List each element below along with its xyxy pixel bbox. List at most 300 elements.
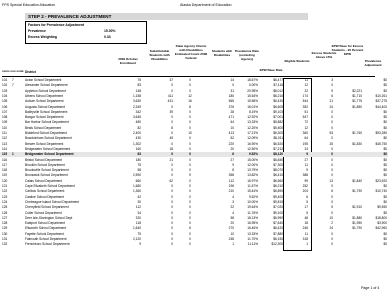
cell-f: 0	[189, 141, 191, 146]
cell-d: 342	[135, 109, 141, 114]
cell-g: 0	[232, 83, 234, 88]
cell-l: $1,950	[352, 221, 362, 226]
cell-m: $0	[383, 168, 387, 173]
cell-g: 4	[232, 210, 234, 215]
cell-c: Appleton School Department	[25, 88, 66, 93]
cell-h: 19.64%	[247, 205, 258, 210]
cell-j: 544	[302, 99, 308, 104]
cell-m: $10,261	[375, 93, 387, 98]
cell-c: Eastport School Department	[25, 221, 66, 226]
cell-a: 102	[2, 83, 8, 88]
cell-e: 0	[171, 237, 173, 241]
cell-d: 2,349	[133, 104, 141, 109]
cell-g: 1	[232, 242, 234, 247]
cell-e: 62	[169, 178, 173, 183]
cell-m: $42,960	[375, 226, 387, 231]
cell-g: 14	[230, 78, 234, 82]
cell-e: 411	[167, 93, 173, 98]
cell-f: 0	[189, 237, 191, 241]
cell-m: $0	[383, 157, 387, 162]
cell-c: Frenchboro School Department	[25, 242, 70, 247]
cell-i: $7,001	[273, 115, 283, 120]
cell-d: 320	[135, 215, 141, 220]
cell-f: 12	[188, 93, 192, 98]
cell-d: 430	[135, 136, 141, 141]
cell-c: Bridgewater School Department	[25, 146, 71, 151]
cell-m: $44,400	[375, 104, 387, 109]
cell-h: 11.70%	[247, 237, 258, 241]
cell-c: Beals School Department	[25, 125, 62, 130]
cell-e: 21	[169, 157, 173, 162]
cell-h: 12.92%	[247, 115, 258, 120]
cell-d: 9	[139, 242, 141, 247]
cell-h: 17.21%	[247, 131, 258, 135]
cell-i: $7,300	[273, 162, 283, 167]
cell-g: 565	[228, 99, 234, 104]
cell-d: 1,302	[133, 141, 141, 146]
cell-a: 124	[2, 199, 8, 204]
cell-f: 8	[189, 104, 191, 109]
cell-i: $6,420	[273, 226, 283, 231]
cell-e: 45	[169, 136, 173, 141]
cell-e: 0	[171, 131, 173, 135]
cell-c: Calais School Department	[25, 178, 63, 183]
cell-j: 11	[304, 78, 308, 82]
cell-a: 131	[2, 237, 8, 241]
factors-title: Factors for Prevalence Adjustment	[28, 23, 85, 27]
cell-f: 0	[189, 152, 191, 157]
cell-d: 1,680	[133, 184, 141, 188]
cell-e: 0	[171, 205, 173, 210]
cell-f: 0	[189, 189, 191, 194]
cell-f: 0	[189, 120, 191, 125]
cell-a: 125	[2, 205, 8, 210]
cell-g: 4	[232, 194, 234, 199]
cell-c: Cutler School Department	[25, 210, 62, 215]
cell-d: 118	[135, 221, 141, 226]
cell-a: 123	[2, 194, 8, 199]
cell-l: $1,840	[352, 178, 362, 183]
cell-k: 24	[329, 104, 333, 109]
cell-i: $6,840	[273, 157, 283, 162]
cell-k: 0	[331, 194, 333, 199]
cell-l: $2,221	[352, 88, 362, 93]
cell-f: 0	[189, 205, 191, 210]
cell-e: 0	[171, 242, 173, 247]
cell-f: 0	[189, 210, 191, 215]
cell-k: 0	[331, 109, 333, 114]
cell-k: 9	[331, 88, 333, 93]
cell-m: $0	[383, 136, 387, 141]
cell-a: 111	[2, 131, 7, 135]
cell-c: Brunswick School Department	[25, 173, 68, 178]
cell-d: 1,640	[133, 226, 141, 231]
col-header-excess-students: Excess Students Above 15%	[311, 51, 337, 59]
cell-a: 120	[2, 178, 8, 183]
cell-h: 18.13%	[247, 215, 258, 220]
cell-i: $9,400	[273, 194, 283, 199]
cell-h: 12.50%	[247, 146, 258, 151]
cell-m: $0	[383, 184, 387, 188]
cell-m: $0	[383, 125, 387, 130]
cell-a: 104	[2, 93, 8, 98]
cell-i: $6,011	[273, 136, 283, 141]
cell-a: 119	[2, 173, 8, 178]
cell-m: $0	[383, 83, 387, 88]
cell-i: $7,116	[273, 83, 283, 88]
cell-m: $37,275	[375, 99, 387, 104]
cell-m: $10,740	[375, 189, 387, 194]
cell-c: Bangor School Department	[25, 115, 64, 120]
cell-m: $0	[383, 115, 387, 120]
cell-d: 58	[137, 168, 141, 173]
cell-h: 13.79%	[247, 168, 258, 173]
cell-g: 3	[232, 199, 234, 204]
cell-h: 13.33%	[247, 120, 258, 125]
cell-c: Augusta School Department	[25, 104, 65, 109]
cell-k: 0	[331, 210, 333, 215]
cell-f: 0	[189, 242, 191, 247]
cell-f: 0	[189, 125, 191, 130]
cell-k: 0	[331, 115, 333, 120]
cell-j: 48	[304, 215, 308, 220]
cell-a: 118	[2, 168, 8, 173]
cell-k: 0	[331, 173, 333, 178]
cell-j: 318	[302, 237, 308, 241]
cell-e: 18	[169, 146, 173, 151]
cell-j: 5	[306, 199, 308, 204]
cell-d: 83	[137, 83, 141, 88]
cell-f: 0	[189, 78, 191, 82]
cell-d: 2,120	[133, 237, 141, 241]
cell-i: $9,100	[273, 210, 283, 215]
cell-l: $1,790	[352, 189, 362, 194]
cell-e: 0	[171, 226, 173, 231]
cell-c: Brewer School Department	[25, 141, 64, 146]
cell-g: 9	[232, 162, 234, 167]
cell-j: 9	[306, 168, 308, 173]
col-header-sub-students: Substitutable Students with Disabilities	[149, 49, 170, 61]
cell-f: 0	[189, 221, 191, 226]
cell-e: 0	[171, 168, 173, 173]
cell-k: 0	[331, 157, 333, 162]
cell-e: 0	[171, 83, 173, 88]
cell-g: 220	[228, 141, 234, 146]
cell-j: 17	[304, 205, 308, 210]
cell-m: $0	[383, 109, 387, 114]
cell-h: 13.82%	[247, 173, 258, 178]
cell-e: 0	[171, 194, 173, 199]
cell-m: $93,280	[375, 131, 387, 135]
cell-e: 0	[171, 215, 173, 220]
cell-c: Baileyville School Department	[25, 109, 68, 114]
cell-m: $0	[383, 152, 387, 157]
cell-d: 1,158	[133, 93, 141, 98]
cell-i: $6,605	[273, 104, 283, 109]
cell-l: $1,850	[352, 104, 362, 109]
cell-f: 0	[189, 199, 191, 204]
cell-i: $12,300	[271, 242, 283, 247]
cell-d: 3,645	[133, 115, 141, 120]
cell-e: 37	[169, 78, 173, 82]
cell-c: Auburn School Department	[25, 99, 64, 104]
cell-k: 0	[331, 231, 333, 236]
cell-m: $9,550	[377, 205, 387, 210]
cell-a: 128	[2, 221, 8, 226]
cell-g: 6	[232, 152, 234, 157]
cell-h: 12.00%	[247, 162, 258, 167]
cell-h: 15.44%	[247, 189, 258, 194]
cell-h: 11.11%	[247, 242, 258, 247]
cell-i: $6,300	[273, 131, 283, 135]
factor-label: Excess Weighting	[28, 35, 57, 39]
cell-a: 113	[2, 141, 8, 146]
cell-c: Cape Elizabeth School Department	[25, 184, 75, 188]
cell-f: 0	[189, 184, 191, 188]
cell-e: 0	[171, 221, 173, 226]
cell-k: 0	[331, 168, 333, 173]
cell-j: 1	[306, 242, 308, 247]
cell-j: 99	[304, 178, 308, 183]
cell-l: $1,760	[352, 131, 362, 135]
cell-k: 21	[329, 99, 333, 104]
col-header-students-disab: Students with Disabilities	[211, 49, 233, 57]
cell-k: 0	[331, 146, 333, 151]
cell-h: 18.67%	[247, 78, 258, 82]
cell-m: $18,800	[375, 215, 387, 220]
cell-a: 127	[2, 215, 8, 220]
cell-i: $6,210	[273, 184, 283, 188]
cell-g: 10	[230, 231, 234, 236]
cell-d: 75	[137, 78, 141, 82]
cell-k: 0	[331, 120, 333, 125]
cell-i: $6,520	[273, 141, 283, 146]
cell-a: 130	[2, 231, 8, 236]
col-header-eligible: Eligible Students	[284, 59, 310, 63]
cell-i: $7,640	[273, 221, 283, 226]
cell-a: 116	[2, 157, 8, 162]
cell-e: 0	[171, 115, 173, 120]
cell-a: 112	[2, 136, 8, 141]
step-title: STEP 2 - PREVALENCE ADJUSTMENT	[25, 13, 308, 20]
cell-c: Alexander School Department	[25, 83, 68, 88]
col-header-prevalence-rate: Prevalence Rate (excluding Agency)	[235, 49, 259, 61]
cell-j: 6	[306, 194, 308, 199]
cell-d: 1,360	[133, 189, 141, 194]
cell-g: 270	[228, 226, 234, 231]
cell-f: 0	[189, 194, 191, 199]
cell-j: 18	[304, 221, 308, 226]
cell-h: 0.00%	[248, 83, 258, 88]
header-rule	[2, 76, 375, 77]
cell-f: 0	[189, 168, 191, 173]
cell-a: 103	[2, 88, 8, 93]
cell-f: 6	[189, 226, 191, 231]
cell-i: $6,560	[273, 178, 283, 183]
cell-d: 160	[135, 146, 141, 151]
cell-f: 0	[189, 162, 191, 167]
cell-a: 108	[2, 115, 8, 120]
cell-k: 24	[329, 226, 333, 231]
cell-j: 352	[302, 104, 308, 109]
cell-j: 252	[302, 184, 308, 188]
cell-k: 3	[331, 78, 333, 82]
cell-m: $0	[383, 237, 387, 241]
cell-i: $9,815	[273, 199, 283, 204]
cell-j: 27	[304, 157, 308, 162]
cell-j: 204	[302, 189, 308, 194]
cell-m: $0	[383, 146, 387, 151]
cell-h: 15.54%	[247, 93, 258, 98]
cell-g: 20	[230, 221, 234, 226]
cell-m: $0	[383, 242, 387, 247]
cell-m: $0	[383, 199, 387, 204]
factors-box	[25, 21, 147, 44]
cell-g: 413	[228, 131, 234, 135]
cell-e: 0	[171, 210, 173, 215]
cell-m: $0	[383, 78, 387, 82]
cell-m: $23,920	[375, 178, 387, 183]
page-number: Page 1 of 4	[361, 286, 380, 290]
cell-k: 10	[329, 215, 333, 220]
cell-i: $5,500	[273, 125, 283, 130]
cell-e: 0	[171, 120, 173, 125]
cell-m: $0	[383, 231, 387, 236]
cell-l: $1,910	[352, 205, 362, 210]
cell-a: 106	[2, 104, 8, 109]
cell-a: 121	[2, 184, 8, 188]
cell-j: 51	[304, 109, 308, 114]
cell-e: 0	[171, 173, 173, 178]
cell-i: $9,103	[273, 109, 283, 114]
cell-k: 0	[331, 152, 333, 157]
cell-i: $7,212	[273, 146, 283, 151]
cell-j: 174	[302, 93, 308, 98]
cell-k: 6	[331, 189, 333, 194]
cell-j: 72	[304, 120, 308, 125]
cell-j: 11	[304, 231, 308, 236]
cell-i: $6,890	[273, 189, 283, 194]
cell-k: 0	[331, 199, 333, 204]
cell-g: 22	[230, 205, 234, 210]
cell-c: Chebeague Island School Department	[25, 199, 80, 204]
col-header-epw-excess: EPW Base for Excess Students - 20 Percent EPW	[331, 44, 364, 56]
cell-c: Deer Isle-Stonington School Dept	[25, 215, 73, 220]
cell-i: $6,150	[273, 237, 283, 241]
cell-k: 6	[331, 93, 333, 98]
cell-e: 0	[171, 231, 173, 236]
cell-g: 358	[228, 173, 234, 178]
cell-l: $1,830	[352, 141, 362, 146]
cell-b: 7	[12, 78, 14, 82]
cell-h: 15.00%	[247, 157, 258, 162]
cell-d: 112	[135, 205, 141, 210]
cell-i: $6,410	[273, 173, 283, 178]
cell-k: 0	[331, 136, 333, 141]
cell-g: 248	[228, 237, 234, 241]
cell-h: 13.33%	[247, 231, 258, 236]
cell-e: 0	[171, 104, 173, 109]
cell-j: 64	[304, 136, 308, 141]
cell-f: 16	[188, 99, 192, 104]
cell-f: 0	[189, 83, 191, 88]
cell-k: 53	[329, 131, 333, 135]
cell-m: $0	[383, 162, 387, 167]
cell-h: 16.01%	[247, 104, 258, 109]
cell-g: 64	[230, 120, 234, 125]
cell-k: 0	[331, 83, 333, 88]
cell-a: 129	[2, 226, 8, 231]
cell-e: 39	[169, 109, 173, 114]
factor-value: 0.33	[104, 35, 111, 39]
cell-k: 0	[331, 237, 333, 241]
cell-h: 16.95%	[247, 221, 258, 226]
cell-e: 0	[171, 189, 173, 194]
cell-i: $5,882	[273, 120, 283, 125]
cell-h: 16.97%	[247, 178, 258, 183]
cell-f: 0	[189, 231, 191, 236]
cell-h: 15.56%	[247, 99, 258, 104]
cell-e: 0	[171, 141, 173, 146]
cell-k: 0	[331, 184, 333, 188]
cell-a: 115	[2, 152, 8, 157]
cell-f: 0	[189, 136, 191, 141]
cell-c: Fayette School Department	[25, 231, 64, 236]
cell-m: $0	[383, 194, 387, 199]
cell-h: 9.52%	[248, 152, 258, 157]
cell-j: 195	[302, 141, 308, 146]
cell-f: 0	[189, 88, 191, 93]
cell-e: 0	[171, 152, 173, 157]
header-left: FPS Special Education Allocation	[2, 3, 56, 7]
cell-f: 0	[189, 215, 191, 220]
cell-j: 24	[304, 146, 308, 151]
col-header-state-agency: State Agency Clients with Disabilities Estimated Count 2008 Federal	[174, 44, 208, 60]
cell-b: 7	[12, 83, 14, 88]
cell-h: 12.09%	[247, 136, 258, 141]
cell-g: 112	[228, 178, 234, 183]
cell-k: 5	[331, 205, 333, 210]
cell-j: 12	[304, 83, 308, 88]
cell-d: 2,590	[133, 173, 141, 178]
cell-i: $8,120	[273, 152, 283, 157]
cell-a: 126	[2, 210, 8, 215]
cell-e: 0	[171, 184, 173, 188]
cell-c: Acton School Department	[25, 78, 62, 82]
cell-g: 10	[230, 125, 234, 130]
cell-m: $45,750	[375, 141, 387, 146]
id-column-header: ssms cox code	[2, 69, 24, 73]
cell-h: 8.19%	[248, 109, 258, 114]
cell-g: 52	[230, 136, 234, 141]
cell-k: 25	[329, 141, 333, 146]
cell-j: 9	[306, 152, 308, 157]
cell-g: 196	[228, 184, 234, 188]
factor-label: Prevalence	[28, 29, 46, 33]
cell-d: 82	[137, 125, 141, 130]
cell-i: $6,430	[273, 99, 283, 104]
cell-c: Bridgewater School Department	[25, 152, 74, 157]
cell-i: $6,990	[273, 215, 283, 220]
cell-f: 0	[189, 109, 191, 114]
cell-g: 28	[230, 109, 234, 114]
cell-a: 132	[2, 242, 8, 247]
cell-a: 105	[2, 99, 8, 104]
cell-d: 75	[137, 231, 141, 236]
cell-a: 107	[2, 109, 8, 114]
col-header-enrollment: 2009 October Enrollment	[118, 57, 138, 65]
cell-d: 42	[137, 194, 141, 199]
